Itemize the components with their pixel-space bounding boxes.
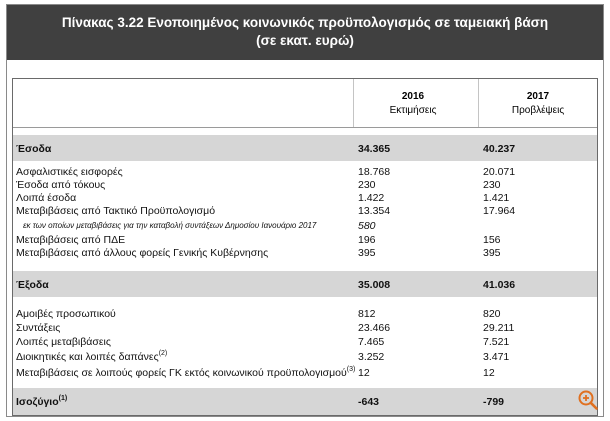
value-2017: 17.964 [483, 205, 516, 217]
table-frame [6, 4, 604, 417]
value-2016: 34.365 [358, 143, 391, 155]
column-year-2017: 2017 [526, 91, 550, 102]
row-label: Μεταβιβάσεις από Τακτικό Προϋπολογισμό [16, 205, 216, 217]
column-year-2016: 2016 [401, 91, 425, 102]
value-2017: 12 [483, 367, 495, 379]
value-2017: -799 [483, 396, 505, 408]
row-label: Έσοδα από τόκους [16, 179, 106, 191]
value-2016: 395 [358, 247, 376, 259]
data-table [12, 78, 598, 416]
value-2017: 41.036 [483, 279, 516, 291]
value-2016: 196 [358, 234, 376, 246]
value-2016: 13.354 [358, 205, 391, 217]
column-header-2017 [488, 90, 588, 118]
value-2017: 20.071 [483, 166, 516, 178]
row-label: Λοιπά έσοδα [16, 192, 77, 204]
value-2017: 156 [483, 234, 501, 246]
value-2017: 29.211 [483, 322, 515, 334]
row-label: Έσοδα [16, 143, 52, 155]
row-label: Συντάξεις [16, 322, 61, 334]
value-2016: 23.466 [358, 322, 391, 334]
row-label: Έξοδα [16, 279, 49, 291]
row-label: Μεταβιβάσεις από άλλους φορείς Γενικής Κυβέρνησης [16, 247, 269, 259]
title-line-2: (σε εκατ. ευρώ) [256, 33, 354, 48]
table-title [7, 5, 603, 60]
value-2016: 812 [358, 308, 376, 320]
footnote-ref: (2) [158, 350, 168, 357]
row-label: Ασφαλιστικές εισφορές [16, 166, 123, 178]
table-row-revenue-total [13, 135, 597, 161]
value-2016: 230 [358, 179, 376, 191]
zoom-in-icon[interactable] [577, 389, 599, 411]
row-label: Αμοιβές προσωπικού [16, 308, 116, 320]
row-label: Μεταβιβάσεις σε λοιπούς φορείς ΓΚ εκτός κοινωνικού προϋπολογισμού [16, 367, 347, 379]
value-2016: 1.422 [358, 192, 385, 204]
value-2017: 395 [483, 247, 501, 259]
row-label: εκ των οποίων μεταβιβάσεις για την καταβολή συντάξεων Δημοσίου Ιανουάριο 2017 [23, 221, 317, 230]
row-label: Λοιπές μεταβιβάσεις [16, 336, 111, 348]
column-header-2016 [363, 90, 463, 118]
value-2017: 230 [483, 179, 501, 191]
value-2017: 820 [483, 308, 501, 320]
table-row-balance [13, 388, 597, 415]
value-2017: 40.237 [483, 143, 516, 155]
row-label: Διοικητικές και λοιπές δαπάνες [16, 351, 159, 363]
value-2017: 3.471 [483, 351, 510, 363]
column-label-2017: Προβλέψεις [511, 105, 565, 116]
value-2016: -643 [358, 396, 380, 408]
value-2017: 1.421 [483, 192, 510, 204]
row-label: Ισοζύγιο [16, 396, 59, 408]
value-2016: 18.768 [358, 166, 391, 178]
value-2016: 580 [358, 220, 376, 232]
table-header [13, 79, 597, 128]
column-label-2016: Εκτιμήσεις [389, 105, 437, 116]
value-2016: 7.465 [358, 336, 385, 348]
footnote-ref: (3) [346, 366, 356, 373]
value-2017: 7.521 [483, 336, 510, 348]
row-label: Μεταβιβάσεις από ΠΔΕ [16, 234, 126, 246]
value-2016: 35.008 [358, 279, 391, 291]
title-line-1: Πίνακας 3.22 Ενοποιημένος κοινωνικός προϋπολογισμός σε ταμειακή βάση [61, 15, 549, 30]
value-2016: 12 [358, 367, 370, 379]
table-row-expenses-total [13, 271, 597, 297]
value-2016: 3.252 [358, 351, 385, 363]
footnote-ref: (1) [58, 395, 68, 402]
